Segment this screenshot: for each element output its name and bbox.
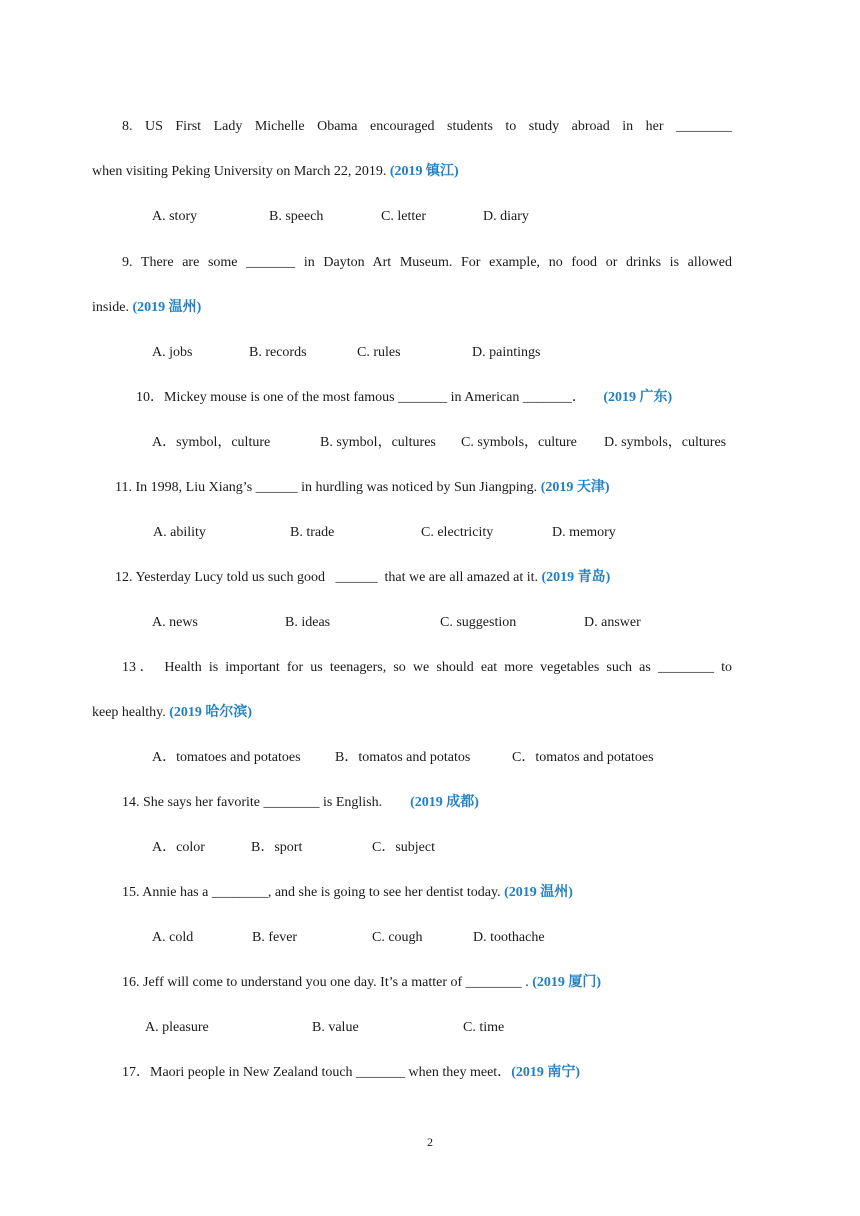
option-c[interactable]: C. suggestion bbox=[440, 615, 517, 630]
question-9-line-2: inside. (2019 温州) bbox=[92, 300, 202, 315]
option-a[interactable]: A. story bbox=[152, 209, 198, 224]
source-tag: (2019 南宁) bbox=[511, 1065, 581, 1080]
option-b[interactable]: B. value bbox=[312, 1020, 359, 1035]
option-c[interactable]: C. rules bbox=[357, 345, 401, 360]
question-17: 17．Maori people in New Zealand touch _______ when they meet．(2019 南宁) bbox=[122, 1065, 581, 1080]
source-tag: (2019 天津) bbox=[540, 480, 610, 495]
option-c[interactable]: C. cough bbox=[372, 930, 423, 945]
source-tag: (2019 广东) bbox=[603, 390, 673, 405]
option-d[interactable]: D. memory bbox=[552, 525, 616, 540]
option-b[interactable]: B. symbol，cultures bbox=[320, 435, 436, 450]
option-b[interactable]: B. records bbox=[249, 345, 307, 360]
option-c[interactable]: C. electricity bbox=[421, 525, 494, 540]
option-c[interactable]: C. letter bbox=[381, 209, 427, 224]
option-a[interactable]: A．symbol，culture bbox=[152, 435, 271, 450]
question-13-line-1: 13． Health is important for us teenagers, so we should eat more vegetables such as ________ to bbox=[122, 660, 732, 675]
option-b[interactable]: B. speech bbox=[269, 209, 324, 224]
option-d[interactable]: D. diary bbox=[483, 209, 529, 224]
option-c[interactable]: C．tomatos and potatoes bbox=[512, 750, 654, 765]
option-b[interactable]: B. fever bbox=[252, 930, 298, 945]
option-d[interactable]: D. answer bbox=[584, 615, 641, 630]
option-a[interactable]: A. ability bbox=[153, 525, 206, 540]
option-b[interactable]: B. trade bbox=[290, 525, 335, 540]
source-tag: (2019 成都) bbox=[410, 795, 479, 810]
option-b[interactable]: B. ideas bbox=[285, 615, 331, 630]
option-b[interactable]: B．tomatos and potatos bbox=[335, 750, 471, 765]
option-a[interactable]: A. pleasure bbox=[145, 1020, 209, 1035]
source-tag: (2019 青岛) bbox=[541, 570, 611, 585]
question-16: 16. Jeff will come to understand you one day. It’s a matter of ________ . (2019 厦门) bbox=[122, 975, 602, 990]
question-10: 10．Mickey mouse is one of the most famous _______ in American _______． (2019 广东) bbox=[136, 390, 673, 405]
question-12: 12. Yesterday Lucy told us such good ______ that we are all amazed at it. (2019 青岛) bbox=[115, 570, 611, 585]
question-14: 14. She says her favorite ________ is English. (2019 成都) bbox=[122, 795, 479, 810]
option-d[interactable]: D. toothache bbox=[473, 930, 545, 945]
page-number: 2 bbox=[427, 1135, 433, 1149]
source-tag: (2019 温州) bbox=[132, 300, 202, 315]
question-8-line-2: when visiting Peking University on March 22, 2019. (2019 镇江) bbox=[92, 164, 459, 179]
option-a[interactable]: A. jobs bbox=[152, 345, 193, 360]
option-c[interactable]: C．subject bbox=[372, 840, 435, 855]
source-tag: (2019 镇江) bbox=[389, 164, 459, 179]
option-d[interactable]: D. paintings bbox=[472, 345, 541, 360]
option-a[interactable]: A．color bbox=[152, 840, 205, 855]
option-d[interactable]: D. symbols，cultures bbox=[604, 435, 727, 450]
question-8-line-1: 8. US First Lady Michelle Obama encouraged students to study abroad in her ________ bbox=[122, 119, 732, 134]
option-c[interactable]: C. symbols，culture bbox=[461, 435, 577, 450]
option-c[interactable]: C. time bbox=[463, 1020, 505, 1035]
question-9-line-1: 9. There are some _______ in Dayton Art Museum. For example, no food or drinks is allowed bbox=[122, 255, 732, 270]
question-11: 11. In 1998, Liu Xiang’s ______ in hurdling was noticed by Sun Jiangping. (2019 天津) bbox=[115, 480, 610, 495]
source-tag: (2019 哈尔滨) bbox=[169, 705, 253, 720]
option-a[interactable]: A. news bbox=[152, 615, 198, 630]
option-a[interactable]: A. cold bbox=[152, 930, 194, 945]
source-tag: (2019 厦门) bbox=[532, 975, 602, 990]
source-tag: (2019 温州) bbox=[504, 885, 573, 900]
question-15: 15. Annie has a ________, and she is going to see her dentist today. (2019 温州) bbox=[122, 885, 573, 900]
option-b[interactable]: B．sport bbox=[251, 840, 303, 855]
question-13-line-2: keep healthy. (2019 哈尔滨) bbox=[92, 705, 253, 720]
option-a[interactable]: A．tomatoes and potatoes bbox=[152, 750, 301, 765]
